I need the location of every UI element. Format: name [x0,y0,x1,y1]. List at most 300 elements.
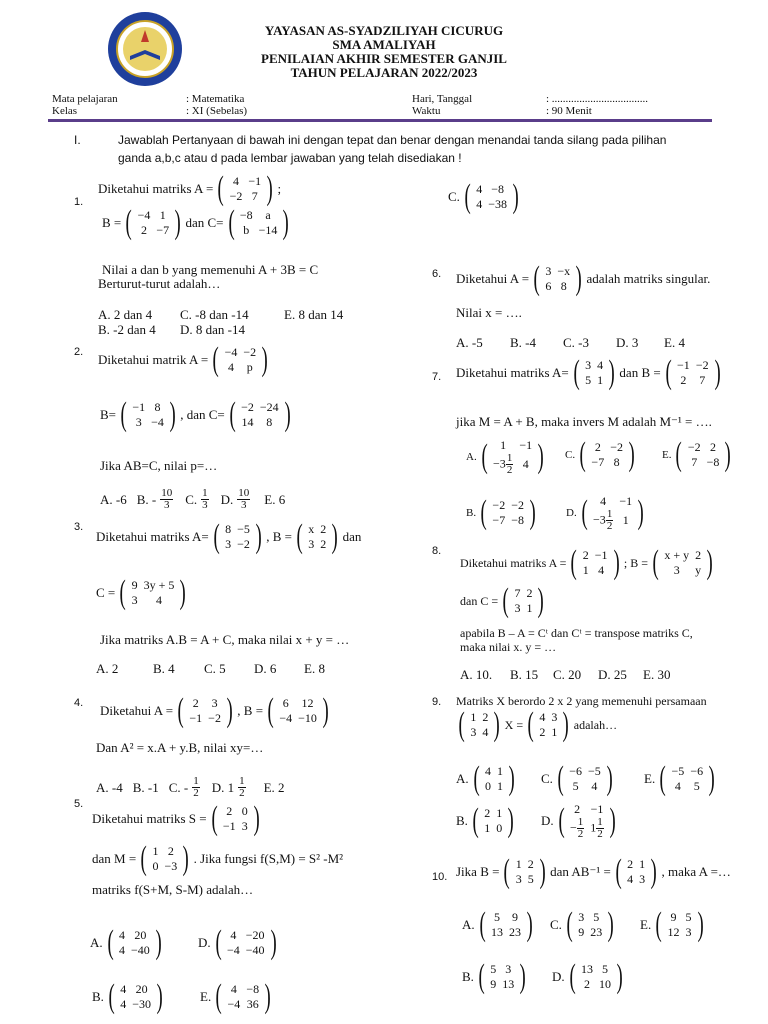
matrix-cell: 1 [496,764,503,778]
section-number: I. [74,133,81,147]
matrix-cell: −4 [151,415,164,429]
q6-matrix-a: ( 3 −x 6 8 ) [533,260,582,297]
q1-text-a: Diketahui matriks A = [98,181,214,196]
subject-value: : Matematika [186,93,245,105]
matrix-cell: 1 [484,821,491,835]
matrix-cell: 2 [680,373,687,387]
q10-option-d-label: D. [552,969,565,984]
matrix-cell: −8 [511,513,524,527]
matrix-cell: 2 [167,844,174,858]
q9-option-e [644,760,717,797]
q7-option-a-matrix: ( 1 −1 −3 $\frac{1}{2}$ 4 ) [481,438,544,476]
matrix-cell: 5 [593,910,600,924]
q5-question: matriks f(S+M, S-M) adalah… [92,882,254,897]
q3-text-b: , B = [266,529,292,544]
q9-option-d-label: D. [541,813,554,828]
q8-option-b: B. 15 [510,667,539,682]
matrix-cell: −2 [237,537,250,551]
time-label: Waktu [412,105,441,117]
matrix-cell: −6 [690,764,704,778]
matrix-cell: 8 [154,400,161,414]
q10-matrix-b: ( 1 2 3 5 ) [504,853,546,890]
matrix-cell: −1 [594,548,608,562]
q9-number: 9. [432,696,442,708]
matrix-cell: −7 [156,223,170,237]
q5-number: 5. [74,798,84,810]
q9-option-e-matrix: ( −5 −6 4 5 ) [659,760,715,797]
matrix-cell: −5 [671,764,685,778]
q2-text-c: , dan C= [180,407,225,422]
q4-option-a: A. -4 [96,779,123,795]
q10-number: 10. [432,871,448,883]
matrix-cell: 2 [526,586,533,600]
q3-text-dan: dan [342,529,362,544]
matrix-cell: 4 [120,997,127,1011]
matrix-cell: 2 [594,440,601,454]
q7-option-c-matrix: ( 2 −2 −7 8 ) [579,436,635,473]
matrix-cell: 4 [118,943,125,957]
q4-matrix-a: ( 2 3 −1 −2 ) [177,692,233,729]
q4-text-a: Diketahui A = [100,703,174,718]
matrix-cell: 2 [582,548,589,562]
q10-text-a: Jika B = [456,864,500,879]
q2-option-c: C. [185,491,198,507]
q9-text-c: adalah… [573,717,618,732]
q8-number: 8. [432,545,442,557]
matrix-cell: 20 [134,928,147,942]
q1-text-dan: dan C= [185,215,224,230]
matrix-cell: 4 [539,710,546,724]
q7-option-c-label: C. [565,449,576,461]
q9-option-a-matrix: ( 4 1 0 1 ) [473,760,515,797]
matrix-cell: 6 [545,279,552,293]
q5-option-c-label: C. [448,189,460,204]
q2-number: 2. [74,346,84,358]
matrix-cell: −20 [245,928,265,942]
q2-question: Jika AB=C, nilai p=… [100,458,218,473]
q7-option-e-matrix: ( −2 2 7 −8 ) [676,436,732,473]
matrix-cell: 4 [476,197,483,211]
matrix-cell: 5 [490,962,497,976]
matrix-cell: 3 [514,601,521,615]
matrix-cell: 2 [583,977,590,991]
q2-option-b-frac: $\frac{10}{3}$ [161,487,173,511]
matrix-cell: 4 [155,593,162,607]
matrix-cell: −x [557,264,571,278]
matrix-cell: 1 [551,725,558,739]
q8-option-d: D. 25 [598,667,627,682]
q6-option-e: E. 4 [664,335,685,350]
q9-option-c [541,760,615,797]
q3-line1 [96,518,362,555]
matrix-cell: 7 [691,455,698,469]
q1-question: Nilai a dan b yang memenuhi A + 3B = C [102,262,319,277]
q9-equation [456,706,618,743]
matrix-cell: 8 [266,415,273,429]
q9-text-b: X = [504,717,524,732]
matrix-cell: 1 [159,208,166,222]
q5-option-e-label: E. [200,989,212,1004]
q7-option-d [566,494,646,532]
matrix-cell: −4 [137,208,151,222]
q7-line1 [456,354,723,391]
q3-matrix-a: ( 8 −5 3 −2 ) [213,518,262,555]
matrix-cell: x + y [664,548,690,562]
matrix-cell: −14 [258,223,278,237]
matrix-cell: 10 [598,977,611,991]
matrix-cell: 5 [685,910,692,924]
q10-option-d-matrix: ( 13 5 2 10 ) [569,958,623,995]
matrix-cell: −5 [237,522,250,536]
q7-matrix-a: ( 3 4 5 1 ) [573,354,615,391]
matrix-cell: 2 [320,522,327,536]
matrix-cell: 8 [560,279,567,293]
q8-option-a: A. 10. [460,667,493,682]
matrix-cell: −2 [241,400,254,414]
matrix-cell: 1 [152,844,159,858]
matrix-cell: −4 [227,997,241,1011]
q8-text-c: dan C = [460,593,499,608]
matrix-cell: 4 [674,779,681,793]
matrix-cell: 23 [590,925,603,939]
matrix-cell: −1 [132,400,146,414]
q1-line2 [102,204,292,241]
matrix-cell: 3 [578,910,585,924]
q7-option-d-matrix: ( 4 −1 −3 $\frac{1}{2}$ 1 ) [581,494,644,532]
matrix-cell: 2 [482,710,489,724]
matrix-cell: 2 [695,548,702,562]
matrix-cell: 4 [230,928,237,942]
class-label: Kelas [52,105,78,117]
q5-option-d-matrix: ( 4 −20 −4 −40 ) [215,924,277,961]
matrix-cell: 2 [627,857,634,871]
matrix-cell: 2 [527,857,534,871]
q10-text-c: , maka A =… [661,864,731,879]
q10-option-b-label: B. [462,969,474,984]
class-value: : XI (Sebelas) [186,105,248,117]
q7-option-b [466,494,538,531]
q3-option-a: A. 2 [96,661,119,676]
q7-option-a [466,438,546,476]
day-value: : ................................... [546,93,649,105]
q3-matrix-c: ( 9 3y + 5 3 4 ) [119,574,187,611]
q4-option-e: E. 2 [263,779,285,795]
matrix-cell: 4 [227,360,234,374]
matrix-cell: 5 [693,779,700,793]
matrix-cell: −8 [706,455,720,469]
matrix-cell: 12 [301,696,314,710]
matrix-cell: −2 [229,189,243,203]
matrix-cell: −2 [243,345,257,359]
q10-option-a [462,906,535,943]
q3-option-b: B. 4 [153,661,175,676]
matrix-cell: 6 [282,696,289,710]
q7-question: jika M = A + B, maka invers M adalah M⁻¹ = …. [456,414,712,429]
q6-text-b: adalah matriks singular. [586,271,711,286]
matrix-cell: −1 [222,819,236,833]
q1-text-b: B = [102,215,122,230]
q10-option-c-label: C. [550,917,562,932]
matrix-cell: 20 [135,982,148,996]
matrix-cell: −24 [259,400,279,414]
q8-question-2: maka nilai x. y = … [460,640,557,654]
matrix-cell: b [243,223,250,237]
q3-option-c: C. 5 [204,661,226,676]
matrix-cell: 7 [251,189,258,203]
q4-option-c-frac: $\frac{1}{2}$ [193,775,199,799]
q1-question-2: Berturut-turut adalah… [98,276,221,291]
matrix-cell: 3 [308,537,315,551]
q10-option-e-label: E. [640,917,652,932]
matrix-cell: 0 [241,804,248,818]
school-name: SMA AMALIYAH [332,37,436,52]
q2-option-d-frac: $\frac{10}{3}$ [238,487,250,511]
matrix-cell: 5 [585,373,592,387]
matrix-cell: 3 [673,563,680,577]
matrix-cell: −3 [164,859,178,873]
matrix-cell: 36 [246,997,259,1011]
q7-option-a-label: A. [466,451,477,463]
matrix-cell: −40 [245,943,265,957]
q9-option-c-matrix: ( −6 −5 5 4 ) [557,760,613,797]
q9-option-a [456,760,517,797]
matrix-cell: 4 [591,779,598,793]
matrix-cell: −2 [492,498,506,512]
q8-line2 [460,582,547,619]
matrix-cell: −4 [279,711,293,725]
foundation-name: YAYASAN AS-SYADZILIYAH CICURUG [264,23,504,38]
q10-option-b [462,958,529,995]
q2-line1 [98,341,270,378]
q1-option-e: E. 8 dan 14 [284,307,344,322]
matrix-cell: 3 [470,725,477,739]
q8-matrix-c: ( 7 2 3 1 ) [502,582,545,619]
matrix-cell: 4 [230,982,237,996]
matrix-cell: 5 [601,962,608,976]
q7-option-e [662,436,734,473]
q2-option-a: A. -6 [100,491,127,507]
matrix-cell: −4 [224,345,238,359]
q1-matrix-c: ( −8 a b −14 ) [228,204,290,241]
matrix-cell: 5 [493,910,500,924]
q7-number: 7. [432,371,442,383]
q5-option-a-matrix: ( 4 20 4 −40 ) [107,924,162,961]
q9-option-a-label: A. [456,771,469,786]
matrix-cell: 2 [539,725,546,739]
q9-option-e-label: E. [644,771,656,786]
matrix-cell: 4 [118,928,125,942]
matrix-cell: −8 [491,182,505,196]
q6-option-d: D. 3 [616,335,639,350]
instruction-line1: Jawablah Pertanyaan di bawah ini dengan tepat dan benar dengan menandai tanda silang pada pilihan [118,133,667,147]
q3-question: Jika matriks A.B = A + C, maka nilai x + y = … [100,632,350,647]
q2-options [100,488,285,511]
q4-options [96,776,285,799]
instruction-line2: ganda a,b,c atau d pada lembar jawaban yang telah disediakan ! [118,151,462,165]
q7-matrix-b: ( −1 −2 2 7 ) [665,354,721,391]
matrix-cell: −6 [569,764,583,778]
header-divider [48,119,712,122]
q2-text-a: Diketahui matrik A = [98,352,209,367]
exam-name: PENILAIAN AKHIR SEMESTER GANJIL [261,51,507,66]
q7-option-b-label: B. [466,507,477,519]
matrix-cell: 3 [135,415,142,429]
q3-option-e: E. 8 [304,661,325,676]
matrix-cell: −30 [132,997,152,1011]
q4-option-b: B. -1 [132,779,159,795]
matrix-cell: 3 [505,962,512,976]
q5-line1 [92,800,262,837]
q4-number: 4. [74,697,84,709]
q1-matrix-a: ( 4 −1 −2 7 ) [217,170,273,207]
q6-option-c: C. -3 [563,335,589,350]
q7-text-b: dan B = [619,365,661,380]
q3-option-d: D. 6 [254,661,277,676]
matrix-cell: 9 [511,910,518,924]
q6-line1 [456,260,711,297]
matrix-cell: 4 [598,563,605,577]
matrix-cell: 23 [508,925,521,939]
matrix-cell: 3 [515,872,522,886]
q10-option-b-matrix: ( 5 3 9 13 ) [478,958,527,995]
q2-text-b: B= [100,407,117,422]
matrix-cell: 3 [131,593,138,607]
matrix-cell: a [265,208,271,222]
matrix-cell: 2 [709,440,716,454]
matrix-cell: 1 [496,806,503,820]
matrix-cell: x [308,522,315,536]
q5-option-b [92,978,165,1015]
q2-option-e: E. 6 [264,491,286,507]
matrix-cell: 3y + 5 [143,578,175,592]
q5-text-b: dan M = [92,851,137,866]
matrix-cell: 4 [233,174,240,188]
q2-option-c-frac: $\frac{1}{3}$ [202,487,208,511]
q2-line2 [100,396,293,433]
q4-option-c: C. - [168,779,189,795]
matrix-cell: 9 [490,977,497,991]
matrix-cell: 0 [496,821,503,835]
matrix-cell: −7 [591,455,605,469]
matrix-cell: 3 [211,696,218,710]
matrix-cell: −1 [189,711,203,725]
q4-question: Dan A² = x.A + y.B, nilai xy=… [96,740,264,755]
matrix-cell: −8 [239,208,253,222]
q3-text-a: Diketahui matriks A= [96,529,209,544]
q2-option-b: B. - [136,491,157,507]
q5-option-d [198,924,279,961]
q9-matrix-left: ( 1 2 3 4 ) [458,706,501,743]
academic-year: TAHUN PELAJARAN 2022/2023 [290,65,478,80]
matrix-cell: 0 [484,779,491,793]
q9-option-d-matrix: ( 2 −1 − $\frac{1}{2}$ 1 $\frac{1}{2}$ ) [558,802,616,840]
q9-option-c-label: C. [541,771,553,786]
matrix-cell: −8 [246,982,260,996]
matrix-cell: 1 [526,601,533,615]
q5-matrix-s: ( 2 0 −1 3 ) [211,800,260,837]
q9-option-b-label: B. [456,813,468,828]
q10-line1 [456,853,731,890]
matrix-cell: 12 [667,925,680,939]
matrix-cell: 13 [490,925,503,939]
matrix-cell: −1 [248,174,262,188]
matrix-cell: 3 [225,537,232,551]
q5-option-b-matrix: ( 4 20 4 −30 ) [108,978,163,1015]
q4-option-d-frac: $\frac{1}{2}$ [239,775,245,799]
matrix-cell: 5 [572,779,579,793]
matrix-cell: 3 [585,358,592,372]
matrix-cell: 2 [484,806,491,820]
q1-matrix-b: ( −4 1 2 −7 ) [125,204,181,241]
matrix-cell: 8 [225,522,232,536]
q9-option-b-matrix: ( 2 1 1 0 ) [472,802,515,839]
matrix-cell: 3 [241,819,248,833]
matrix-cell: 3 [639,872,646,886]
q5-option-c [448,178,521,215]
matrix-cell: −2 [695,358,709,372]
q5-matrix-m: ( 1 2 0 −3 ) [140,840,190,877]
q5-text-a: Diketahui matriks S = [92,811,207,826]
q4-line1 [100,692,331,729]
q6-number: 6. [432,268,442,280]
matrix-cell: 3 [551,710,558,724]
matrix-cell: 9 [670,910,677,924]
q4-option-d: D. 1 [211,779,235,795]
q10-text-b: dan AB⁻¹ = [550,864,611,879]
q3-number: 3. [74,521,84,533]
matrix-cell: 2 [192,696,199,710]
q8-option-e: E. 30 [643,667,671,682]
q10-option-e-matrix: ( 9 5 12 3 ) [655,906,704,943]
q5-option-a-label: A. [90,935,103,950]
q7-option-e-label: E. [662,449,672,461]
matrix-cell: 2 [140,223,147,237]
q8-matrix-a: ( 2 −1 1 4 ) [570,544,620,581]
matrix-cell: 9 [131,578,138,592]
q5-line2 [92,840,344,877]
matrix-cell: 3 [685,925,692,939]
q1-number: 1. [74,196,84,208]
matrix-cell: 4 [120,982,127,996]
matrix-cell: 5 [527,872,534,886]
q8-matrix-b: ( x + y 2 3 y ) [652,544,713,581]
matrix-cell: 0 [152,859,159,873]
q1-option-c: C. -8 dan -14 [180,307,249,322]
matrix-cell: 2 [320,537,327,551]
matrix-cell: −40 [130,943,150,957]
q1-option-a: A. 2 dan 4 [98,307,153,322]
matrix-cell: 1 [597,373,604,387]
q10-option-c [550,906,617,943]
q10-option-c-matrix: ( 3 5 9 23 ) [566,906,615,943]
matrix-cell: −1 [677,358,690,372]
matrix-cell: p [246,360,253,374]
q10-option-e [640,906,706,943]
q8-text-b: ; B = [623,555,648,570]
matrix-cell: 13 [502,977,515,991]
q4-matrix-b: ( 6 12 −4 −10 ) [267,692,329,729]
q2-matrix-c: ( −2 −24 14 8 ) [229,396,291,433]
matrix-cell: 4 [484,764,491,778]
q3-matrix-b: ( x 2 3 2 ) [296,518,339,555]
q9-matrix-right: ( 4 3 2 1 ) [527,706,570,743]
q6-text-a: Diketahui A = [456,271,530,286]
matrix-cell: 9 [578,925,585,939]
matrix-cell: y [695,563,702,577]
q5-option-e [200,978,273,1015]
matrix-cell: −2 [610,440,623,454]
q6-option-b: B. -4 [510,335,536,350]
